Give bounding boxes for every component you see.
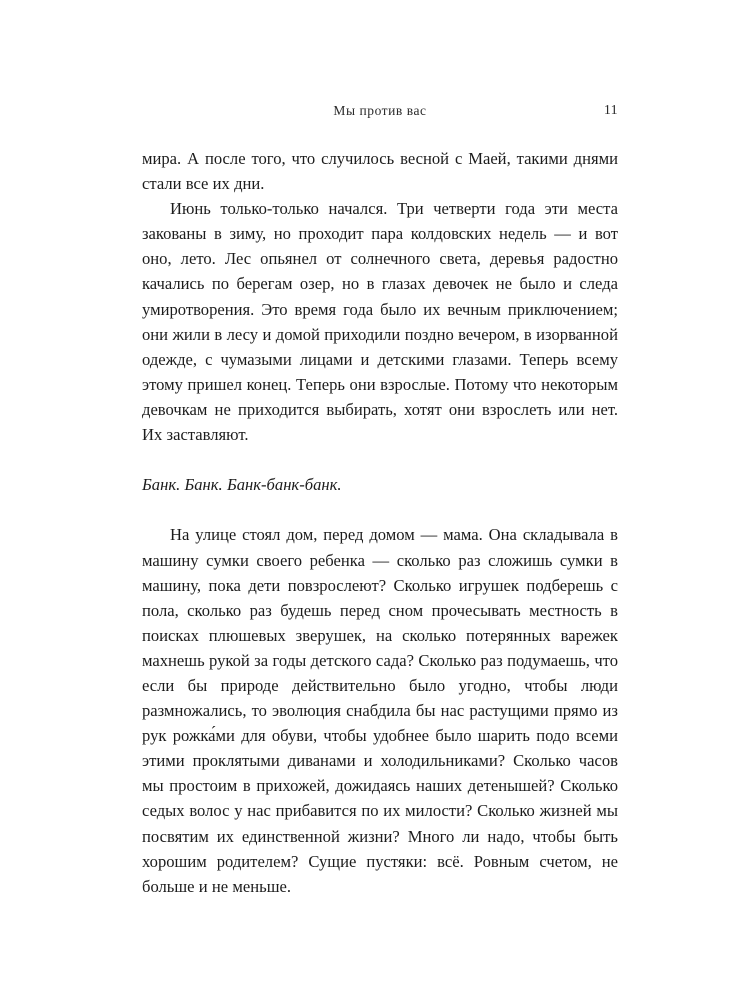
paragraph-italic-refrain: Банк. Банк. Банк-банк-банк. (142, 475, 342, 495)
body-text-block (142, 146, 618, 899)
running-head (142, 103, 618, 123)
paragraph: Июнь только-только начался. Три четверти года эти места закованы в зиму, но проходит пара колдовских недель — и вот оно, лето. Лес опьянел от солнечного света, деревья радостно качались по берегам озер, но в глазах девочек не было и следа умиротворения. Это время года было их вечным приключением; они жили в лесу и домой приходили поздно вечером, в изорванной одежде, с чумазыми лицами и детскими глазами. Теперь всему этому пришел конец. Теперь они взрослые. Потому что некоторым девочкам не приходится выбирать, хотят они взрослеть или нет. Их заставляют. (142, 199, 618, 445)
running-head-title: Мы против вас (333, 103, 427, 118)
paragraph-continuation: мира. А после того, что случилось весной с Маей, такими днями стали все их дни. (142, 149, 618, 194)
page-number: 11 (603, 103, 618, 118)
paragraph: На улице стоял дом, перед домом — мама. Она складывала в машину сумки своего ребенка — сколько раз сложишь сумки в машину, пока дети повзрослеют? Сколько игрушек подберешь с пола, сколько раз будешь перед сном прочесывать местность в поисках плюшевых зверушек, на сколько потерянных варежек махнешь рукой за годы детского сада? Сколько раз подумаешь, что если бы природе действительно было угодно, чтобы люди размножались, то эволюция снабдила бы нас растущими прямо из рук рожка́ми для обуви, чтобы удобнее было шарить подо всеми этими проклятыми диванами и холодильниками? Сколько часов мы простоим в прихожей, дожидаясь наших детенышей? Сколько седых волос у нас прибавится по их милости? Сколько жизней мы посвятим их единственной жизни? Много ли надо, чтобы быть хорошим родителем? Сущие пустяки: всё. Ровным счетом, не больше и не меньше. (142, 525, 618, 896)
